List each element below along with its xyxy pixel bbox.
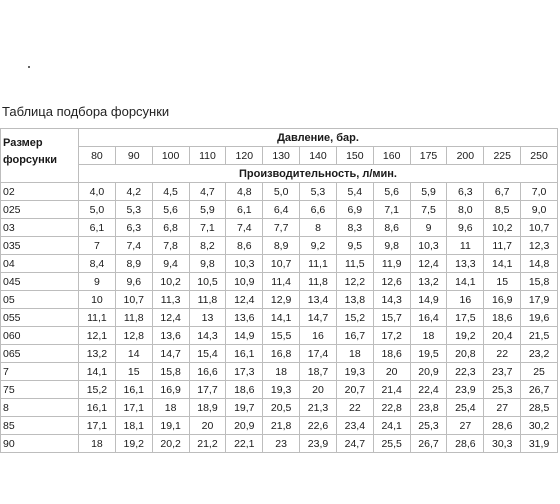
flow-value-cell: 16,1 — [115, 381, 152, 399]
flow-value-cell: 22 — [336, 399, 373, 417]
flow-value-cell: 4,5 — [152, 183, 189, 201]
pressure-value-cell: 130 — [263, 147, 300, 165]
nozzle-size-cell: 065 — [1, 345, 79, 363]
pressure-value-cell: 110 — [189, 147, 226, 165]
flow-value-cell: 23,2 — [521, 345, 558, 363]
flow-value-cell: 23,7 — [484, 363, 521, 381]
flow-value-cell: 12,9 — [263, 291, 300, 309]
flow-value-cell: 31,9 — [521, 435, 558, 453]
flow-value-cell: 15 — [484, 273, 521, 291]
flow-value-cell: 13,6 — [152, 327, 189, 345]
flow-value-cell: 16,1 — [226, 345, 263, 363]
flow-value-cell: 25,4 — [447, 399, 484, 417]
productivity-header: Производительность, л/мин. — [79, 165, 558, 183]
nozzle-size-cell: 045 — [1, 273, 79, 291]
flow-value-cell: 23 — [263, 435, 300, 453]
size-header-line2: форсунки — [3, 154, 58, 166]
flow-value-cell: 26,7 — [521, 381, 558, 399]
flow-value-cell: 7 — [79, 237, 116, 255]
flow-value-cell: 5,6 — [373, 183, 410, 201]
table-row — [1, 435, 558, 453]
flow-value-cell: 17,5 — [447, 309, 484, 327]
flow-value-cell: 10,5 — [189, 273, 226, 291]
flow-value-cell: 22,3 — [447, 363, 484, 381]
flow-value-cell: 16,6 — [189, 363, 226, 381]
flow-value-cell: 14,9 — [410, 291, 447, 309]
flow-value-cell: 13,2 — [410, 273, 447, 291]
nozzle-size-cell: 055 — [1, 309, 79, 327]
flow-value-cell: 16 — [300, 327, 337, 345]
flow-value-cell: 18,1 — [115, 417, 152, 435]
flow-value-cell: 12,2 — [336, 273, 373, 291]
table-row — [1, 273, 558, 291]
flow-value-cell: 8,0 — [447, 201, 484, 219]
flow-value-cell: 14 — [115, 345, 152, 363]
flow-value-cell: 14,1 — [484, 255, 521, 273]
flow-value-cell: 9,0 — [521, 201, 558, 219]
flow-value-cell: 13,2 — [79, 345, 116, 363]
flow-value-cell: 20,9 — [226, 417, 263, 435]
flow-value-cell: 15,2 — [79, 381, 116, 399]
flow-value-cell: 19,3 — [336, 363, 373, 381]
flow-value-cell: 24,7 — [336, 435, 373, 453]
flow-value-cell: 14,7 — [300, 309, 337, 327]
flow-value-cell: 22,6 — [300, 417, 337, 435]
flow-value-cell: 11,5 — [336, 255, 373, 273]
nozzle-size-cell: 85 — [1, 417, 79, 435]
flow-value-cell: 10,3 — [410, 237, 447, 255]
flow-value-cell: 6,9 — [336, 201, 373, 219]
flow-value-cell: 14,9 — [226, 327, 263, 345]
table-row — [1, 309, 558, 327]
flow-value-cell: 19,6 — [521, 309, 558, 327]
flow-value-cell: 5,9 — [410, 183, 447, 201]
flow-value-cell: 18 — [79, 435, 116, 453]
flow-value-cell: 22 — [484, 345, 521, 363]
flow-value-cell: 9,6 — [115, 273, 152, 291]
flow-value-cell: 6,4 — [263, 201, 300, 219]
flow-value-cell: 23,4 — [336, 417, 373, 435]
flow-value-cell: 14,1 — [263, 309, 300, 327]
pressure-values-row — [1, 147, 558, 165]
flow-value-cell: 16,4 — [410, 309, 447, 327]
nozzle-size-cell: 05 — [1, 291, 79, 309]
flow-value-cell: 6,8 — [152, 219, 189, 237]
flow-value-cell: 24,1 — [373, 417, 410, 435]
table-row — [1, 327, 558, 345]
flow-value-cell: 5,3 — [300, 183, 337, 201]
flow-value-cell: 11,1 — [300, 255, 337, 273]
flow-value-cell: 11,8 — [189, 291, 226, 309]
table-row — [1, 399, 558, 417]
flow-value-cell: 20 — [373, 363, 410, 381]
pressure-value-cell: 140 — [300, 147, 337, 165]
stray-dot — [28, 66, 30, 68]
flow-value-cell: 19,1 — [152, 417, 189, 435]
flow-value-cell: 18 — [410, 327, 447, 345]
pressure-value-cell: 90 — [115, 147, 152, 165]
nozzle-size-cell: 02 — [1, 183, 79, 201]
flow-value-cell: 15,4 — [189, 345, 226, 363]
flow-value-cell: 25,3 — [410, 417, 447, 435]
flow-value-cell: 10,2 — [152, 273, 189, 291]
table-row — [1, 237, 558, 255]
flow-value-cell: 14,1 — [79, 363, 116, 381]
flow-value-cell: 4,8 — [226, 183, 263, 201]
flow-value-cell: 13,6 — [226, 309, 263, 327]
flow-value-cell: 20,7 — [336, 381, 373, 399]
flow-value-cell: 18 — [152, 399, 189, 417]
flow-value-cell: 18,9 — [189, 399, 226, 417]
flow-value-cell: 21,3 — [300, 399, 337, 417]
flow-value-cell: 9,8 — [189, 255, 226, 273]
table-row — [1, 219, 558, 237]
flow-value-cell: 8,9 — [263, 237, 300, 255]
flow-value-cell: 5,3 — [115, 201, 152, 219]
flow-value-cell: 19,2 — [115, 435, 152, 453]
flow-value-cell: 4,0 — [79, 183, 116, 201]
table-row — [1, 201, 558, 219]
flow-value-cell: 23,9 — [447, 381, 484, 399]
flow-value-cell: 7,1 — [189, 219, 226, 237]
flow-value-cell: 6,1 — [226, 201, 263, 219]
nozzle-size-cell: 90 — [1, 435, 79, 453]
flow-value-cell: 14,8 — [521, 255, 558, 273]
flow-value-cell: 18,6 — [226, 381, 263, 399]
pressure-value-cell: 160 — [373, 147, 410, 165]
flow-value-cell: 22,1 — [226, 435, 263, 453]
flow-value-cell: 8,3 — [336, 219, 373, 237]
flow-value-cell: 28,6 — [447, 435, 484, 453]
flow-value-cell: 18 — [263, 363, 300, 381]
flow-value-cell: 7,8 — [152, 237, 189, 255]
pressure-value-cell: 80 — [79, 147, 116, 165]
flow-value-cell: 14,3 — [373, 291, 410, 309]
flow-value-cell: 19,2 — [447, 327, 484, 345]
flow-value-cell: 16 — [447, 291, 484, 309]
flow-value-cell: 30,3 — [484, 435, 521, 453]
flow-value-cell: 11,8 — [115, 309, 152, 327]
flow-value-cell: 13,8 — [336, 291, 373, 309]
flow-value-cell: 23,8 — [410, 399, 447, 417]
flow-value-cell: 11,8 — [300, 273, 337, 291]
flow-value-cell: 12,4 — [226, 291, 263, 309]
flow-value-cell: 23,9 — [300, 435, 337, 453]
flow-value-cell: 13,3 — [447, 255, 484, 273]
table-row — [1, 183, 558, 201]
flow-value-cell: 10,7 — [263, 255, 300, 273]
pressure-value-cell: 150 — [336, 147, 373, 165]
flow-value-cell: 28,5 — [521, 399, 558, 417]
nozzle-size-cell: 8 — [1, 399, 79, 417]
flow-value-cell: 19,5 — [410, 345, 447, 363]
flow-value-cell: 6,7 — [484, 183, 521, 201]
flow-value-cell: 10,7 — [115, 291, 152, 309]
flow-value-cell: 12,4 — [152, 309, 189, 327]
flow-value-cell: 28,6 — [484, 417, 521, 435]
flow-value-cell: 18 — [336, 345, 373, 363]
table-row — [1, 363, 558, 381]
flow-value-cell: 11,4 — [263, 273, 300, 291]
flow-value-cell: 8,5 — [484, 201, 521, 219]
flow-value-cell: 21,8 — [263, 417, 300, 435]
flow-value-cell: 20 — [189, 417, 226, 435]
flow-value-cell: 5,9 — [189, 201, 226, 219]
flow-value-cell: 20,9 — [410, 363, 447, 381]
flow-value-cell: 8,2 — [189, 237, 226, 255]
flow-value-cell: 21,4 — [373, 381, 410, 399]
flow-value-cell: 9,8 — [373, 237, 410, 255]
flow-value-cell: 12,8 — [115, 327, 152, 345]
flow-value-cell: 10,7 — [521, 219, 558, 237]
nozzle-size-cell: 03 — [1, 219, 79, 237]
flow-value-cell: 30,2 — [521, 417, 558, 435]
flow-value-cell: 6,6 — [300, 201, 337, 219]
pressure-value-cell: 225 — [484, 147, 521, 165]
flow-value-cell: 12,3 — [521, 237, 558, 255]
flow-value-cell: 22,8 — [373, 399, 410, 417]
flow-value-cell: 17,1 — [115, 399, 152, 417]
flow-value-cell: 7,5 — [410, 201, 447, 219]
table-title: Таблица подбора форсунки — [2, 104, 170, 119]
flow-value-cell: 6,1 — [79, 219, 116, 237]
flow-value-cell: 16,9 — [484, 291, 521, 309]
flow-value-cell: 16,8 — [263, 345, 300, 363]
flow-value-cell: 9,5 — [336, 237, 373, 255]
pressure-value-cell: 250 — [521, 147, 558, 165]
flow-value-cell: 15,7 — [373, 309, 410, 327]
flow-value-cell: 4,2 — [115, 183, 152, 201]
flow-value-cell: 27 — [447, 417, 484, 435]
flow-value-cell: 20,5 — [263, 399, 300, 417]
flow-value-cell: 15,8 — [521, 273, 558, 291]
flow-value-cell: 15,2 — [336, 309, 373, 327]
flow-value-cell: 14,7 — [152, 345, 189, 363]
pressure-value-cell: 200 — [447, 147, 484, 165]
flow-value-cell: 8 — [300, 219, 337, 237]
flow-value-cell: 15,8 — [152, 363, 189, 381]
nozzle-size-cell: 060 — [1, 327, 79, 345]
flow-value-cell: 25,3 — [484, 381, 521, 399]
size-header-line1: Размер — [3, 137, 43, 149]
nozzle-size-cell: 04 — [1, 255, 79, 273]
flow-value-cell: 17,4 — [300, 345, 337, 363]
flow-value-cell: 17,9 — [521, 291, 558, 309]
table-row — [1, 255, 558, 273]
flow-value-cell: 11,1 — [79, 309, 116, 327]
flow-value-cell: 12,1 — [79, 327, 116, 345]
flow-value-cell: 27 — [484, 399, 521, 417]
flow-value-cell: 10,2 — [484, 219, 521, 237]
pressure-header: Давление, бар. — [79, 129, 558, 147]
flow-value-cell: 4,7 — [189, 183, 226, 201]
flow-value-cell: 7,1 — [373, 201, 410, 219]
flow-value-cell: 21,5 — [521, 327, 558, 345]
flow-value-cell: 12,6 — [373, 273, 410, 291]
flow-value-cell: 15,5 — [263, 327, 300, 345]
flow-value-cell: 11,7 — [484, 237, 521, 255]
nozzle-size-cell: 025 — [1, 201, 79, 219]
table-row — [1, 345, 558, 363]
flow-value-cell: 20,8 — [447, 345, 484, 363]
flow-value-cell: 7,4 — [226, 219, 263, 237]
table-row — [1, 417, 558, 435]
flow-value-cell: 10 — [79, 291, 116, 309]
flow-value-cell: 14,1 — [447, 273, 484, 291]
flow-value-cell: 18,6 — [484, 309, 521, 327]
flow-value-cell: 7,0 — [521, 183, 558, 201]
flow-value-cell: 6,3 — [447, 183, 484, 201]
nozzle-size-cell: 035 — [1, 237, 79, 255]
pressure-value-cell: 175 — [410, 147, 447, 165]
flow-value-cell: 11 — [447, 237, 484, 255]
flow-value-cell: 7,7 — [263, 219, 300, 237]
flow-value-cell: 25 — [521, 363, 558, 381]
flow-value-cell: 9 — [79, 273, 116, 291]
flow-value-cell: 5,6 — [152, 201, 189, 219]
flow-value-cell: 15 — [115, 363, 152, 381]
flow-value-cell: 19,7 — [226, 399, 263, 417]
flow-value-cell: 6,3 — [115, 219, 152, 237]
nozzle-size-cell: 7 — [1, 363, 79, 381]
size-column-header — [1, 129, 79, 183]
flow-value-cell: 9,4 — [152, 255, 189, 273]
flow-value-cell: 8,4 — [79, 255, 116, 273]
flow-value-cell: 13,4 — [300, 291, 337, 309]
flow-value-cell: 17,2 — [373, 327, 410, 345]
flow-value-cell: 10,3 — [226, 255, 263, 273]
flow-value-cell: 18,7 — [300, 363, 337, 381]
flow-value-cell: 14,3 — [189, 327, 226, 345]
flow-value-cell: 12,4 — [410, 255, 447, 273]
flow-value-cell: 26,7 — [410, 435, 447, 453]
flow-value-cell: 7,4 — [115, 237, 152, 255]
flow-value-cell: 20 — [300, 381, 337, 399]
flow-value-cell: 20,2 — [152, 435, 189, 453]
flow-value-cell: 20,4 — [484, 327, 521, 345]
flow-value-cell: 5,4 — [336, 183, 373, 201]
flow-value-cell: 9,2 — [300, 237, 337, 255]
flow-value-cell: 8,6 — [373, 219, 410, 237]
table-row — [1, 381, 558, 399]
flow-value-cell: 17,7 — [189, 381, 226, 399]
flow-value-cell: 16,1 — [79, 399, 116, 417]
flow-value-cell: 5,0 — [263, 183, 300, 201]
flow-value-cell: 11,3 — [152, 291, 189, 309]
flow-value-cell: 16,7 — [336, 327, 373, 345]
flow-value-cell: 22,4 — [410, 381, 447, 399]
flow-value-cell: 11,9 — [373, 255, 410, 273]
pressure-value-cell: 100 — [152, 147, 189, 165]
table-body — [1, 183, 558, 453]
flow-value-cell: 8,6 — [226, 237, 263, 255]
flow-value-cell: 10,9 — [226, 273, 263, 291]
flow-value-cell: 18,6 — [373, 345, 410, 363]
nozzle-size-cell: 75 — [1, 381, 79, 399]
flow-value-cell: 9,6 — [447, 219, 484, 237]
flow-value-cell: 16,9 — [152, 381, 189, 399]
nozzle-selection-table — [0, 128, 558, 453]
flow-value-cell: 17,3 — [226, 363, 263, 381]
flow-value-cell: 9 — [410, 219, 447, 237]
table-row — [1, 291, 558, 309]
flow-value-cell: 5,0 — [79, 201, 116, 219]
flow-value-cell: 8,9 — [115, 255, 152, 273]
flow-value-cell: 25,5 — [373, 435, 410, 453]
flow-value-cell: 21,2 — [189, 435, 226, 453]
pressure-value-cell: 120 — [226, 147, 263, 165]
flow-value-cell: 13 — [189, 309, 226, 327]
flow-value-cell: 17,1 — [79, 417, 116, 435]
flow-value-cell: 19,3 — [263, 381, 300, 399]
